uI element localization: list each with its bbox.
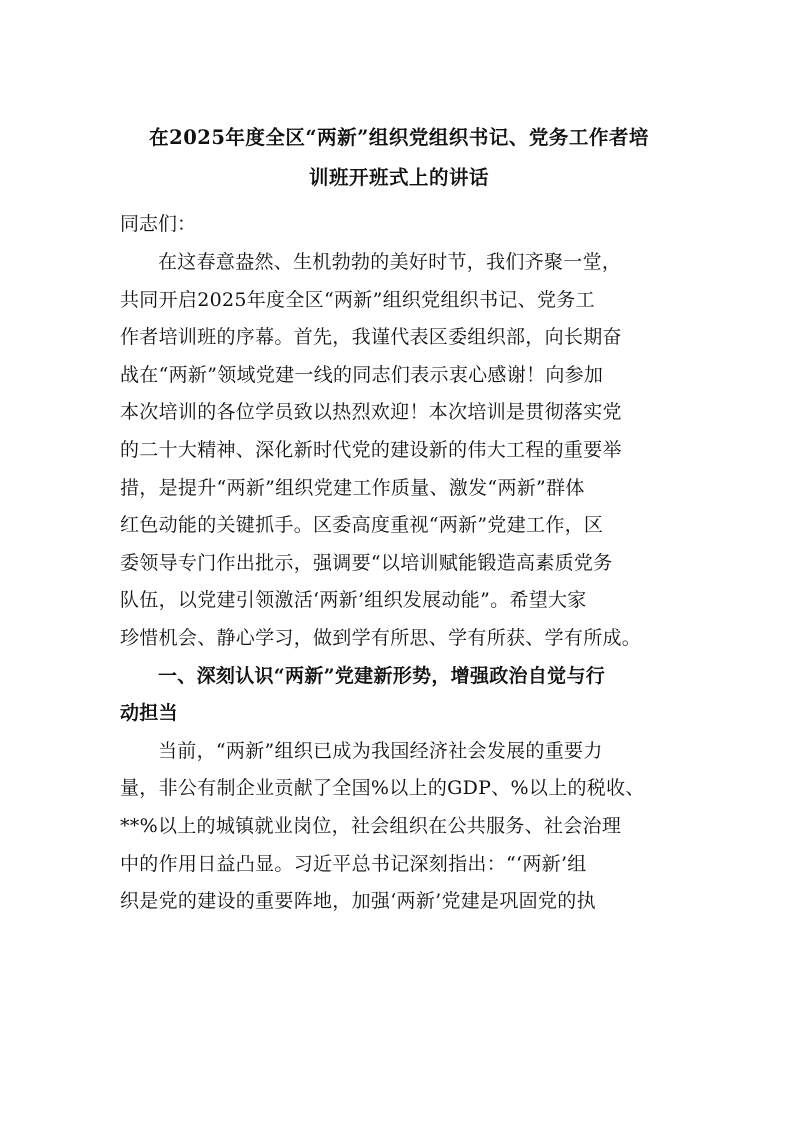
title-line: 在2025年度全区“两新”组织党组织书记、党务工作者培 (149, 126, 649, 149)
text-line: 队伍，以党建引领激活‘两新’组织发展动能”。希望大家 (120, 589, 587, 612)
salutation: 同志们： (120, 213, 197, 235)
title-line: 训班开班式上的讲话 (308, 166, 489, 189)
heading-line: 动担当 (120, 702, 178, 725)
text-line: 委领导专门作出批示，强调要“以培训赋能锻造高素质党务 (120, 551, 613, 574)
text-line: **%以上的城镇就业岗位，社会组织在公共服务、社会治理 (120, 814, 622, 837)
text-line: 作者培训班的序幕。首先，我谨代表区委组织部，向长期奋 (120, 326, 622, 349)
text-line: 战在“两新”领域党建一线的同志们表示衷心感谢！向参加 (120, 363, 604, 386)
text-line: 的二十大精神、深化新时代党的建设新的伟大工程的重要举 (120, 438, 622, 461)
text-line: 共同开启2025年度全区“两新”组织党组织书记、党务工 (120, 288, 595, 311)
paragraph-intro (120, 244, 678, 658)
text-line: 当前，“两新”组织已成为我国经济社会发展的重要力 (158, 739, 603, 762)
text-line: 本次培训的各位学员致以热烈欢迎！本次培训是贯彻落实党 (120, 401, 622, 424)
document-body (120, 118, 678, 921)
text-line: 量，非公有制企业贡献了全国%以上的GDP、%以上的税收、 (120, 777, 645, 800)
text-line: 珍惜机会、静心学习，做到学有所思、学有所获、学有所成。 (120, 626, 642, 649)
text-line: 在这春意盎然、生机勃勃的美好时节，我们齐聚一堂， (158, 251, 622, 273)
document-title (120, 118, 678, 198)
text-line: 措，是提升“两新”组织党建工作质量、激发“两新”群体 (120, 476, 585, 499)
paragraph-situation (120, 733, 678, 921)
section-heading-1 (120, 658, 678, 733)
heading-line: 一、深刻认识“两新”党建新形势，增强政治自觉与行 (158, 664, 606, 687)
text-line: 中的作用日益凸显。习近平总书记深刻指出：“‘两新’组 (120, 852, 587, 875)
text-line: 红色动能的关键抓手。区委高度重视“两新”党建工作，区 (120, 514, 604, 537)
text-line: 织是党的建设的重要阵地，加强‘两新’党建是巩固党的执 (120, 890, 596, 913)
